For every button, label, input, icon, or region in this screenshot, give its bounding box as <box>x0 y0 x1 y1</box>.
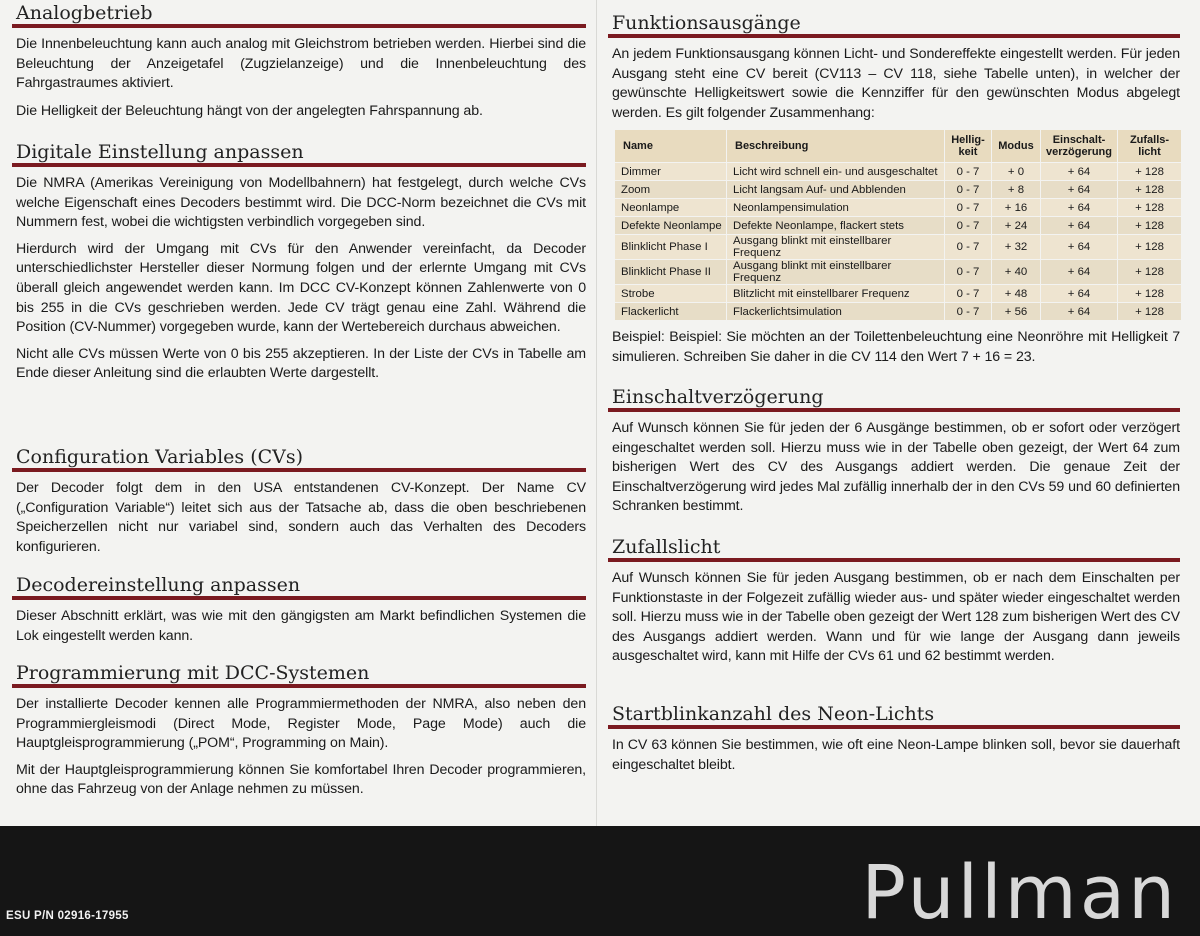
cell-beschreibung: Ausgang blinkt mit einstellbarer Frequenz <box>727 260 945 285</box>
cell-zufallslicht: + 128 <box>1118 285 1182 303</box>
section-zufallslicht <box>608 536 1180 667</box>
header-modus: Modus <box>992 130 1041 163</box>
section-heading: Zufallslicht <box>608 536 1180 562</box>
paragraph: Dieser Abschnitt erklärt, was wie mit den gängigsten am Markt befindlichen Systemen die Lok eingestellt werden kann. <box>16 608 586 644</box>
table-row <box>615 181 1182 199</box>
cell-zufallslicht: + 128 <box>1118 163 1182 181</box>
section-heading: Funktionsausgänge <box>608 12 1180 38</box>
cell-einschaltverzoegerung: + 64 <box>1041 199 1118 217</box>
section-funktionsausgaenge <box>608 12 1180 368</box>
section-heading: Startblinkanzahl des Neon-Lichts <box>608 703 1180 729</box>
cell-modus: + 16 <box>992 199 1041 217</box>
section-startblinkanzahl <box>608 703 1180 775</box>
paragraph: Der Decoder folgt dem in den USA entstandenen CV-Konzept. Der Name CV („Configuration Variable“) leitet sich aus der Tatsache ab, dass die oben beschriebenen Speicherzellen nicht nur variabel sind, sondern auch das Verhalten des Decoders konfigurieren. <box>16 480 586 555</box>
cell-name: Defekte Neonlampe <box>615 217 727 235</box>
table-row <box>615 235 1182 260</box>
section-heading: Digitale Einstellung anpassen <box>12 141 586 167</box>
cell-helligkeit: 0 - 7 <box>945 181 992 199</box>
cell-einschaltverzoegerung: + 64 <box>1041 217 1118 235</box>
cell-zufallslicht: + 128 <box>1118 303 1182 321</box>
cell-einschaltverzoegerung: + 64 <box>1041 235 1118 260</box>
section-decodereinstellung <box>12 574 586 646</box>
footer-band <box>0 826 1200 936</box>
paragraph: Die Innenbeleuchtung kann auch analog mit Gleichstrom betrieben werden. Hierbei sind die Beleuchtung der Anzeigetafel (Zugzielanzeige) und die Innenbeleuchtung des Fahrgastraumes aktiviert. <box>16 36 586 92</box>
section-heading: Configuration Variables (CVs) <box>12 446 586 472</box>
cell-einschaltverzoegerung: + 64 <box>1041 181 1118 199</box>
paragraph: Mit der Hauptgleisprogrammierung können Sie komfortabel Ihren Decoder programmieren, ohne das Fahrzeug von der Anlage nehmen zu müssen. <box>16 761 586 798</box>
paragraph: Die NMRA (Amerikas Vereinigung von Modellbahnern) hat festgelegt, durch welche CVs welche Eigenschaft eines Decoders bestimmt wird. Die DCC-Norm bezeichnet die CVs mit Nummern fest, wobei die wichtigsten verbindlich vorgegeben sind. <box>16 175 586 231</box>
cell-modus: + 48 <box>992 285 1041 303</box>
table-row <box>615 285 1182 303</box>
table-header-row <box>615 130 1182 163</box>
table-row <box>615 199 1182 217</box>
cell-helligkeit: 0 - 7 <box>945 285 992 303</box>
cell-name: Blinklicht Phase I <box>615 235 727 260</box>
header-zufallslicht: Zufalls- licht <box>1118 130 1182 163</box>
cell-beschreibung: Licht wird schnell ein- und ausgeschaltet <box>727 163 945 181</box>
cell-helligkeit: 0 - 7 <box>945 217 992 235</box>
paragraph: Nicht alle CVs müssen Werte von 0 bis 255 akzeptieren. In der Liste der CVs in Tabelle am Ende dieser Anleitung sind die erlaubten Werte dargestellt. <box>16 345 586 382</box>
paragraph: Auf Wunsch können Sie für jeden Ausgang bestimmen, ob er nach dem Einschalten per Funktionstaste in der Folgezeit zufällig wieder aus- und später wieder eingeschaltet werden soll. Hierzu muss wie in der Tabelle oben gezeigt der Wert 128 zum bisherigen Wert des CV des Ausgangs addiert werden. Wann und für wie lange der Ausgang dann jeweils ausgeschaltet wird, kann mit Hilfe der CVs 61 und 62 bestimmt werden. <box>612 570 1180 665</box>
cell-beschreibung: Ausgang blinkt mit einstellbarer Frequenz <box>727 235 945 260</box>
function-table <box>614 129 1182 321</box>
section-analogbetrieb <box>12 2 586 121</box>
paragraph: Auf Wunsch können Sie für jeden der 6 Ausgänge bestimmen, ob er sofort oder verzögert eingeschaltet werden soll. Hierzu muss wie in der Tabelle oben gezeigt, der Wert 64 zum bisherigen Wert des CV des Ausgangs addiert werden. Die genaue Zeit der Einschaltverzögerung wird jedes Mal zufällig innerhalb der in den CVs 59 und 60 definierten Schranken bestimmt. <box>612 420 1180 515</box>
cell-name: Flackerlicht <box>615 303 727 321</box>
cell-zufallslicht: + 128 <box>1118 199 1182 217</box>
header-helligkeit: Hellig- keit <box>945 130 992 163</box>
cell-helligkeit: 0 - 7 <box>945 163 992 181</box>
example-paragraph: Beispiel: Beispiel: Sie möchten an der Toilettenbeleuchtung eine Neonröhre mit Helligkeit 7 simulieren. Schreiben Sie daher in die CV 114 den Wert 7 + 16 = 23. <box>612 329 1180 365</box>
section-digitale-einstellung <box>12 141 586 384</box>
cell-helligkeit: 0 - 7 <box>945 199 992 217</box>
part-number: ESU P/N 02916-17955 <box>6 910 129 922</box>
cell-beschreibung: Defekte Neonlampe, flackert stets <box>727 217 945 235</box>
cell-beschreibung: Neonlampensimulation <box>727 199 945 217</box>
cell-helligkeit: 0 - 7 <box>945 303 992 321</box>
table-row <box>615 260 1182 285</box>
paragraph: An jedem Funktionsausgang können Licht- und Sondereffekte eingestellt werden. Für jeden Ausgang steht eine CV bereit (CV113 – CV 118, siehe Tabelle unten), in welcher der gewünschte Helligkeitswert sowie die Kennziffer für den gewünschten Modus abgelegt werden. Es gilt folgender Zusammenhang: <box>612 46 1180 121</box>
header-beschreibung: Beschreibung <box>727 130 945 163</box>
cell-einschaltverzoegerung: + 64 <box>1041 260 1118 285</box>
page-fold <box>596 0 597 826</box>
cell-modus: + 32 <box>992 235 1041 260</box>
pullman-logo: Pullman <box>861 850 1178 936</box>
paragraph: Hierdurch wird der Umgang mit CVs für den Anwender vereinfacht, da Decoder unterschiedlichster Hersteller dieser Normung folgen und der erlernte Umgang mit CVs überall gleich angewendet werden kann. Im DCC CV-Konzept können Zahlenwerte von 0 bis 255 in die CVs geschrieben werden. Jede CV trägt genau eine Zahl. Während die Position (CV-Nummer) vorgegeben wurde, kann der Wertebereich durchaus abweichen. <box>16 240 586 336</box>
paragraph: Die Helligkeit der Beleuchtung hängt von der angelegten Fahrspannung ab. <box>16 102 483 119</box>
cell-helligkeit: 0 - 7 <box>945 260 992 285</box>
cell-name: Zoom <box>615 181 727 199</box>
cell-modus: + 24 <box>992 217 1041 235</box>
cell-zufallslicht: + 128 <box>1118 217 1182 235</box>
cell-helligkeit: 0 - 7 <box>945 235 992 260</box>
cell-modus: + 56 <box>992 303 1041 321</box>
cell-einschaltverzoegerung: + 64 <box>1041 163 1118 181</box>
cell-name: Dimmer <box>615 163 727 181</box>
paragraph: Der installierte Decoder kennen alle Programmiermethoden der NMRA, also neben den Programmiergleismodi (Direct Mode, Register Mode, Page Mode) auch die Hauptgleisprogrammierung („POM“, Programming on Main). <box>16 696 586 752</box>
section-heading: Einschaltverzögerung <box>608 386 1180 412</box>
header-name: Name <box>615 130 727 163</box>
cell-name: Neonlampe <box>615 199 727 217</box>
section-heading: Programmierung mit DCC-Systemen <box>12 662 586 688</box>
paragraph: In CV 63 können Sie bestimmen, wie oft eine Neon-Lampe blinken soll, bevor sie dauerhaft eingeschaltet bleibt. <box>612 737 1180 773</box>
section-heading: Analogbetrieb <box>12 2 586 28</box>
table-row <box>615 217 1182 235</box>
section-configuration-variables <box>12 446 586 557</box>
section-einschaltverzoegerung <box>608 386 1180 517</box>
cell-name: Strobe <box>615 285 727 303</box>
section-programmierung <box>12 662 586 800</box>
cell-modus: + 0 <box>992 163 1041 181</box>
cell-zufallslicht: + 128 <box>1118 260 1182 285</box>
section-heading: Decodereinstellung anpassen <box>12 574 586 600</box>
cell-zufallslicht: + 128 <box>1118 181 1182 199</box>
cell-modus: + 40 <box>992 260 1041 285</box>
header-einschaltverzoegerung: Einschalt- verzögerung <box>1041 130 1118 163</box>
cell-modus: + 8 <box>992 181 1041 199</box>
cell-einschaltverzoegerung: + 64 <box>1041 303 1118 321</box>
cell-zufallslicht: + 128 <box>1118 235 1182 260</box>
cell-beschreibung: Flackerlichtsimulation <box>727 303 945 321</box>
table-row <box>615 303 1182 321</box>
cell-beschreibung: Licht langsam Auf- und Abblenden <box>727 181 945 199</box>
cell-name: Blinklicht Phase II <box>615 260 727 285</box>
cell-beschreibung: Blitzlicht mit einstellbarer Frequenz <box>727 285 945 303</box>
table-row <box>615 163 1182 181</box>
cell-einschaltverzoegerung: + 64 <box>1041 285 1118 303</box>
